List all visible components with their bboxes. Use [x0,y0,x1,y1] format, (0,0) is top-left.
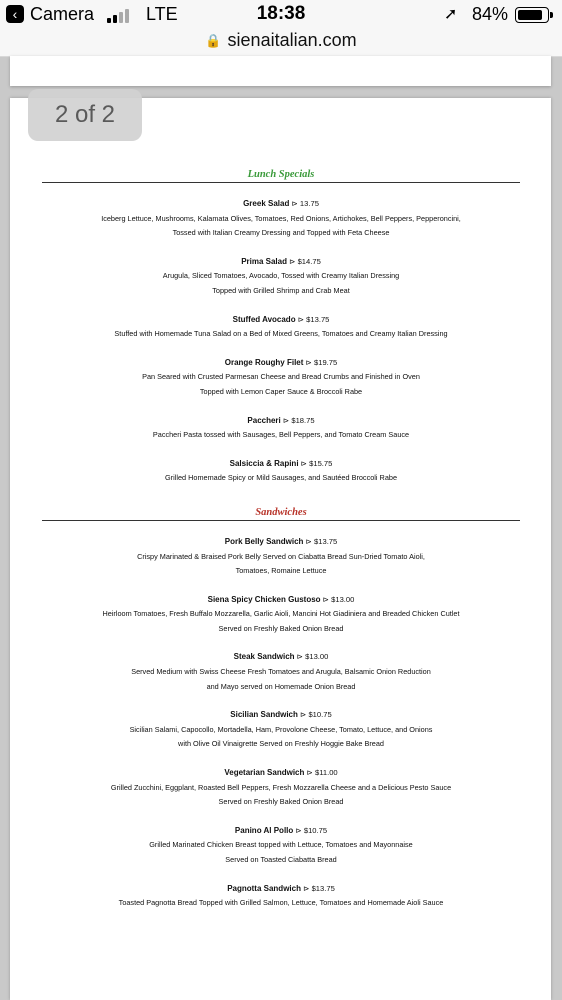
item-description: Grilled Marinated Chicken Breast topped with Lettuce, Tomatoes and Mayonnaise [149,840,413,850]
item-name: Panino Al Pollo [234,825,294,835]
item-price: ⊳ $10.75 [297,710,332,720]
lock-icon: 🔒 [205,33,222,48]
item-name: Prima Salad [241,256,287,266]
item-description: Tossed with Italian Creamy Dressing and Topped with Feta Cheese [172,228,390,238]
menu-item [42,650,520,694]
item-name: Stuffed Avocado [232,314,296,324]
item-description: Heirloom Tomatoes, Fresh Buffalo Mozzarella, Garlic Aioli, Mancini Hot Giadiniera and Breaded Chicken Cutlet [102,609,460,619]
item-description: Crispy Marinated & Braised Pork Belly Served on Ciabatta Bread Sun-Dried Tomato Aioli, [137,551,425,561]
url-bar[interactable] [0,30,562,57]
item-name: Orange Roughy Filet [224,357,304,367]
item-description: Grilled Zucchini, Eggplant, Roasted Bell Peppers, Fresh Mozzarella Cheese and a Delicious Pesto Sauce [110,782,452,792]
menu-item [42,824,520,868]
sandwiches-list [42,535,520,911]
item-description: Served on Toasted Ciabatta Bread [225,855,337,864]
section-divider [42,520,520,521]
menu-item [42,535,520,579]
menu-item [42,356,520,400]
item-name: Pork Belly Sandwich [224,536,304,546]
menu-item [42,708,520,752]
item-description: and Mayo served on Homemade Onion Bread [206,681,356,691]
menu-item [42,457,520,486]
item-description: Pan Seared with Crusted Parmesan Cheese and Bread Crumbs and Finished in Oven [142,372,420,382]
item-description: Served on Freshly Baked Onion Bread [218,623,344,633]
battery-percent: 84% [472,4,509,24]
item-description: Stuffed with Homemade Tuna Salad on a Bed of Mixed Greens, Tomatoes and Creamy Italian Dressing [114,329,448,339]
item-price: ⊳ $10.75 [293,825,328,835]
item-description: Arugula, Sliced Tomatoes, Avocado, Tossed with Creamy Italian Dressing [162,271,400,281]
lunch-specials-title: Lunch Specials [247,169,315,180]
item-price: ⊳ $13.00 [320,594,355,604]
item-description: Served on Freshly Baked Onion Bread [218,797,344,807]
location-arrow-icon: ➚ [444,6,458,23]
item-description: Tomatoes, Romaine Lettuce [235,566,327,576]
item-description: with Olive Oil Vinaigrette Served on Freshly Hoggie Bake Bread [178,739,384,749]
item-name: Siena Spicy Chicken Gustoso [207,594,321,604]
lunch-specials-list [42,197,520,486]
menu-item [42,197,520,241]
item-description: Topped with Lemon Caper Sauce & Broccoli Rabe [199,386,363,396]
item-name: Pagnotta Sandwich [227,883,301,893]
item-price: ⊳ $13.75 [300,883,335,893]
menu-item [42,882,520,911]
menu-content [42,168,520,911]
item-name: Vegetarian Sandwich [224,768,305,778]
page-indicator: 2 of 2 [28,89,142,141]
item-price: ⊳ $19.75 [303,357,338,367]
menu-item [42,593,520,637]
item-price: ⊳ $13.75 [303,536,338,546]
clock: 18:38 [256,3,306,24]
battery-icon [515,7,549,23]
menu-item [42,766,520,810]
item-description: Topped with Grilled Shrimp and Crab Meat [212,285,350,295]
item-description: Grilled Homemade Spicy or Mild Sausages, and Sautéed Broccoli Rabe [165,473,397,483]
status-bar [0,0,562,30]
item-description: Served Medium with Swiss Cheese Fresh Tomatoes and Arugula, Balsamic Onion Reduction [131,667,431,677]
item-description: Iceberg Lettuce, Mushrooms, Kalamata Olives, Tomatoes, Red Onions, Artichokes, Bell Peppers, Pepperoncini, [101,213,461,223]
item-description: Sicilian Salami, Capocollo, Mortadella, Ham, Provolone Cheese, Tomato, Lettuce, and Onions [129,724,433,734]
item-price: ⊳ $13.75 [295,314,330,324]
item-price: ⊳ $13.00 [294,652,329,662]
item-price: ⊳ $18.75 [280,415,315,425]
previous-page-sliver [10,56,551,86]
item-price: ⊳ $15.75 [298,458,333,468]
menu-item [42,255,520,299]
item-name: Paccheri [247,415,281,425]
carrier-label: LTE [146,4,178,24]
menu-item [42,414,520,443]
item-name: Steak Sandwich [233,652,295,662]
url-domain[interactable]: sienaitalian.com [227,30,357,50]
menu-item [42,313,520,342]
item-price: ⊳ $11.00 [304,768,338,778]
item-name: Sicilian Sandwich [230,710,298,720]
item-price: ⊳ $14.75 [287,256,321,266]
sandwiches-title: Sandwiches [255,506,307,518]
back-chevron-icon[interactable]: ‹ [6,5,24,23]
back-to-app-label[interactable]: Camera [30,4,95,24]
item-name: Greek Salad [243,199,290,208]
item-description: Paccheri Pasta tossed with Sausages, Bell Peppers, and Tomato Cream Sauce [152,430,410,440]
item-name: Salsiccia & Rapini [229,458,299,468]
item-price: ⊳ 13.75 [289,199,319,208]
section-divider [42,182,520,183]
pdf-page[interactable] [10,98,551,1000]
item-description: Toasted Pagnotta Bread Topped with Grilled Salmon, Lettuce, Tomatoes and Homemade Aioli Sauce [118,898,444,908]
